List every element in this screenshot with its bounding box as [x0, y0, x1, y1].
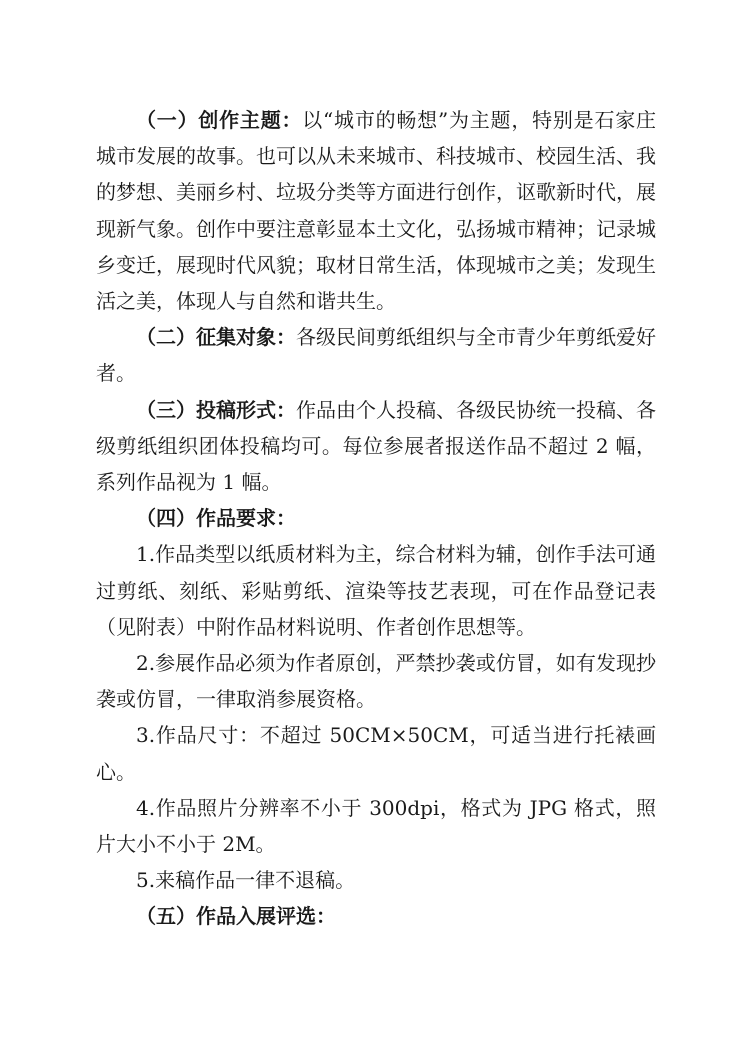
section-heading: （三）投稿形式： — [136, 397, 296, 422]
section-heading: （二）征集对象： — [136, 325, 296, 350]
section-text: 以“城市的畅想”为主题，特别是石家庄城市发展的故事。也可以从未来城市、科技城市、校园生活、我的梦想、美丽乡村、垃圾分类等方面进行创作，讴歌新时代，展现新气象。创作中要注意彰显本土文化，弘扬城市精神；记录城乡变迁，展现时代风貌；取材日常生活，体现城市之美；发现生活之美，体现人与自然和谐共生。 — [96, 108, 657, 314]
section-heading: （一）创作主题： — [136, 108, 303, 132]
section-creation-theme — [96, 102, 656, 319]
requirement-item: 3.作品尺寸：不超过 50CM×50CM，可适当进行托裱画心。 — [96, 723, 656, 784]
document-body — [96, 102, 656, 935]
requirement-item: 2.参展作品必须为作者原创，严禁抄袭或仿冒，如有发现抄袭或仿冒，一律取消参展资格。 — [96, 651, 656, 712]
section-submission-form — [96, 392, 656, 501]
section-selection — [96, 898, 656, 934]
section-text: 作品由个人投稿、各级民协统一投稿、各级剪纸组织团体投稿均可。每位参展者报送作品不超过 2 幅，系列作品视为 1 幅。 — [96, 397, 656, 495]
requirement-item: 1.作品类型以纸质材料为主，综合材料为辅，创作手法可通过剪纸、刻纸、彩贴剪纸、渲染等技艺表现，可在作品登记表（见附表）中附作品材料说明、作者创作思想等。 — [96, 542, 656, 639]
section-text: 各级民间剪纸组织与全市青少年剪纸爱好者。 — [96, 325, 656, 386]
section-heading: （五）作品入展评选： — [136, 904, 336, 929]
section-work-requirements — [96, 500, 656, 536]
requirement-item: 4.作品照片分辨率不小于 300dpi，格式为 JPG 格式，照片大小不小于 2M。 — [96, 795, 656, 857]
section-heading: （四）作品要求： — [136, 506, 296, 531]
requirement-item: 5.来稿作品一律不退稿。 — [136, 868, 356, 893]
section-target-audience — [96, 319, 656, 391]
